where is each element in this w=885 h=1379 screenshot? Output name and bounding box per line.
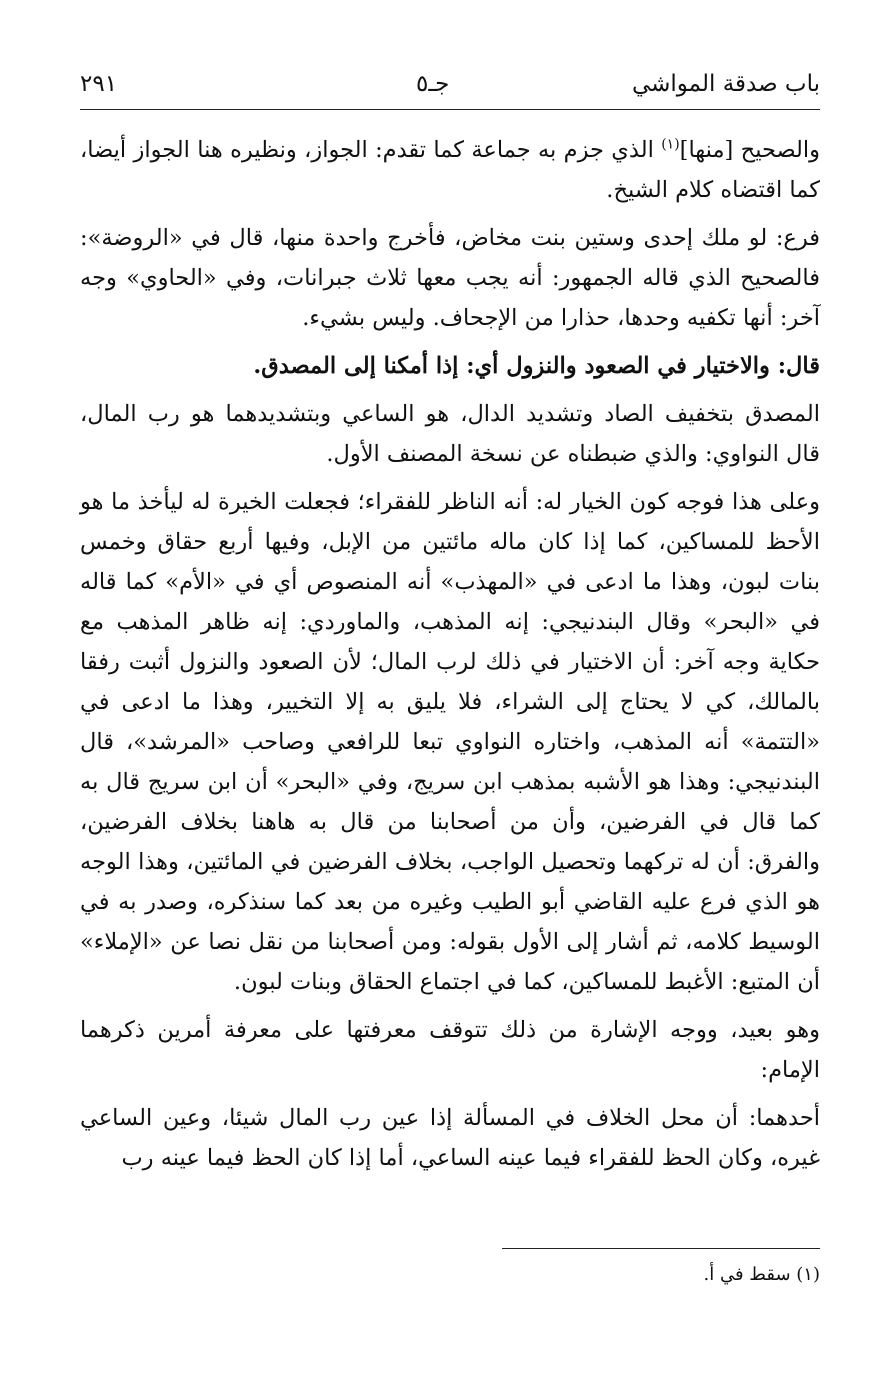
- paragraph-5: وعلى هذا فوجه كون الخيار له: أنه الناظر للفقراء؛ فجعلت الخيرة له ليأخذ ما هو الأحظ للمساكين، كما إذا كان ماله مائتين من الإبل، وفيها أربع حقاق وخمس بنات لبون، وهذا ما ادعى في «المهذب» أنه المنصوص أي في «الأم» كما قاله في «البحر» وقال البندنيجي: إنه المذهب، والماوردي: إنه ظاهر المذهب مع حكاية وجه آخر: أن الاختيار في ذلك لرب المال؛ لأن الصعود والنزول أثبت رفقا بالمالك، كي لا يحتاج إلى الشراء، فلا يليق به إلا التخيير، وهذا ما ادعى في «التتمة» أنه المذهب، واختاره النواوي تبعا للرافعي وصاحب «المرشد»، قال البندنيجي: وهذا هو الأشبه بمذهب ابن سريج، وفي «البحر» أن ابن سريج قال به كما قال في الفرضين، وأن من أصحابنا من قال به هاهنا بخلاف الفرضين، والفرق: أن له تركهما وتحصيل الواجب، بخلاف الفرضين في المائتين، وهذا الوجه هو الذي فرع عليه القاضي أبو الطيب وغيره من بعد كما سنذكره، وصدر به في الوسيط كلامه، ثم أشار إلى الأول بقوله: ومن أصحابنا من نقل نصا عن «الإملاء» أن المتبع: الأغبط للمساكين، كما في اجتماع الحقاق وبنات لبون.: [80, 489, 820, 995]
- footnote-reference: (١): [661, 136, 680, 153]
- paragraph-1-start: والصحيح [منها]: [679, 137, 820, 163]
- paragraph-4: المصدق بتخفيف الصاد وتشديد الدال، هو الساعي وبتشديدهما هو رب المال، قال النواوي: والذي ضبطناه عن نسخة المصنف الأول.: [80, 401, 820, 467]
- paragraph-2: فرع: لو ملك إحدى وستين بنت مخاض، فأخرج واحدة منها، قال في «الروضة»: فالصحيح الذي قاله الجمهور: أنه يجب معها ثلاث جبرانات، وفي «الحاوي» وجه آخر: أنها تكفيه وحدها، حذارا من الإجحاف. وليس بشيء.: [80, 225, 820, 331]
- running-header: [80, 66, 820, 106]
- header-divider: [80, 109, 820, 110]
- main-text: [80, 130, 820, 1186]
- paragraph-6: وهو بعيد، ووجه الإشارة من ذلك تتوقف معرفتها على معرفة أمرين ذكرهما الإمام:: [80, 1017, 820, 1083]
- chapter-title: باب صدقة المواشي: [631, 71, 820, 97]
- paragraph-1: [80, 130, 820, 210]
- footnote-divider: [502, 1248, 820, 1249]
- footnote: (١) سقط في أ.: [703, 1264, 820, 1285]
- page-number: ٢٩١: [80, 71, 118, 97]
- volume-label: جـ٥: [416, 71, 450, 97]
- paragraph-3-matn: قال: والاختيار في الصعود والنزول أي: إذا أمكنا إلى المصدق.: [253, 353, 820, 379]
- paragraph-1-end: الذي جزم به جماعة كما تقدم: الجواز، ونظيره هنا الجواز أيضا، كما اقتضاه كلام الشيخ.: [80, 137, 820, 203]
- paragraph-7: أحدهما: أن محل الخلاف في المسألة إذا عين رب المال شيئا، وعين الساعي غيره، وكان الحظ للفقراء فيما عينه الساعي، أما إذا كان الحظ فيما عينه رب: [80, 1105, 820, 1171]
